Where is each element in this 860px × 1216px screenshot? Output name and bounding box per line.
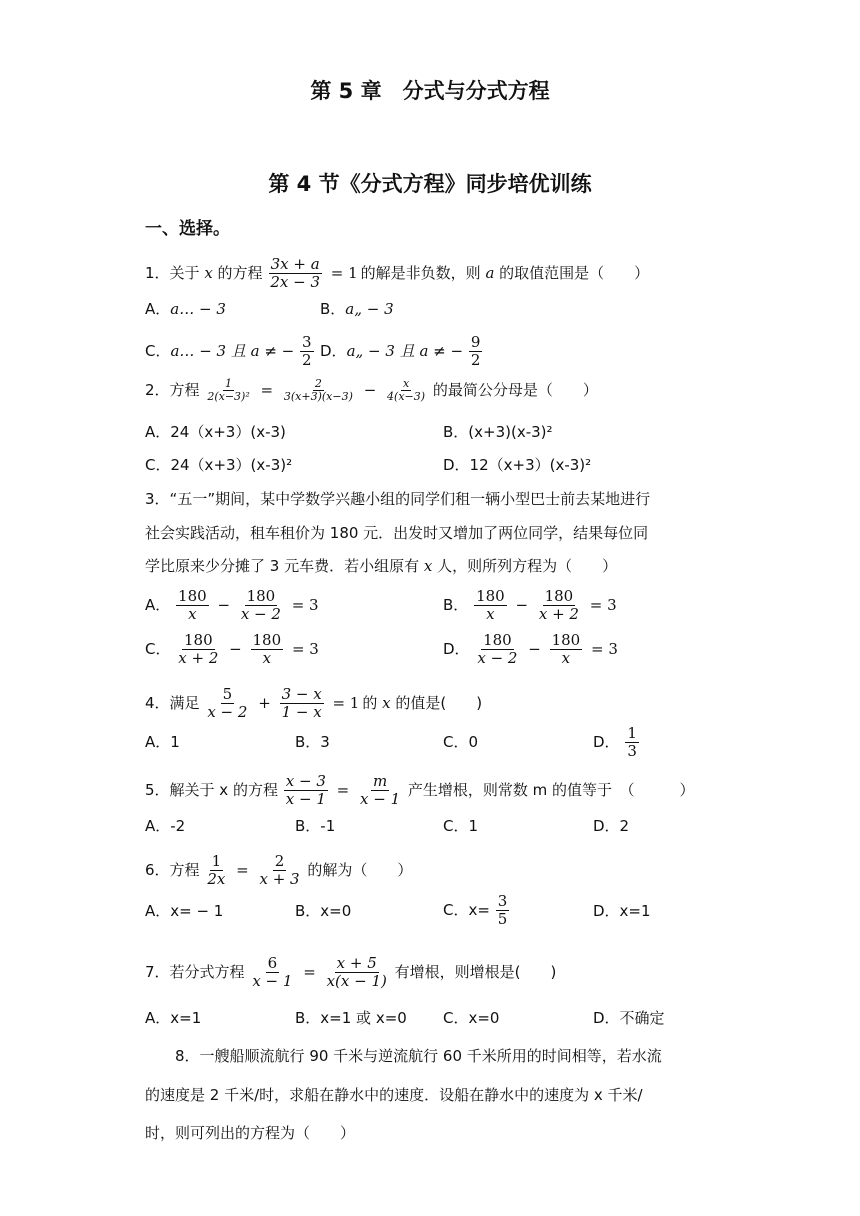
q4-option-b: B．3 — [295, 733, 330, 751]
q1-option-b: B．a„ − 3 — [320, 300, 394, 318]
q3-option-b: B． $\frac{180}{x}$ − $\frac{180}{x + 2}$ = 3 — [443, 587, 617, 623]
q5-option-b: B．-1 — [295, 817, 336, 835]
chapter-title: 第 5 章 分式与分式方程 — [310, 79, 550, 103]
question-8-line-2: 的速度是 2 千米/时，求船在静水中的速度．设船在静水中的速度为 x 千米/ — [145, 1086, 643, 1104]
q5-option-a: A．-2 — [145, 817, 186, 835]
q7-option-a: A．x=1 — [145, 1009, 202, 1027]
section-heading: 一、选择。 — [145, 219, 230, 239]
q2-option-a: A．24（x+3）(x-3) — [145, 423, 286, 441]
q2-option-c: C．24（x+3）(x-3)² — [145, 456, 293, 474]
question-8-line-3: 时，则可列出的方程为（ ） — [145, 1124, 356, 1142]
q3-option-d: D． $\frac{180}{x - 2}$ − $\frac{180}{x}$ = 3 — [443, 631, 618, 667]
q6-option-b: B．x=0 — [295, 902, 352, 920]
question-4: 4．满足 $\frac{5}{x - 2}$ + $\frac{3 - x}{1 - x}$ = 1 的 x 的值是( ) — [145, 685, 483, 721]
question-3-line-1: 3．“五一”期间，某中学数学兴趣小组的同学们租一辆小型巴士前去某地进行 — [145, 490, 651, 508]
q6-option-a: A．x= − 1 — [145, 902, 224, 920]
question-2: 2．方程 $\frac{1}{\text{2(x−3)²}}$ = $\frac{2}{3(x+3)(x-3)}$ − $\frac{x}{4(x-3)}$ 的最简公分母是（ ） — [145, 377, 598, 403]
question-7: 7．若分式方程 $\frac{6}{x - 1}$ = $\frac{x + 5}{x(x - 1)}$ 有增根，则增根是( ) — [145, 954, 557, 990]
q3-option-c: C． $\frac{180}{x + 2}$ − $\frac{180}{x}$ = 3 — [145, 631, 319, 667]
q5-option-c: C．1 — [443, 817, 479, 835]
question-3-line-2: 社会实践活动，租车租价为 180 元．出发时又增加了两位同学，结果每位同 — [145, 524, 649, 542]
question-1: 1．关于 x 的方程 $\frac{3x + a}{2x - 3}$ = 1 的解是非负数，则 a 的取值范围是（ ） — [145, 255, 650, 291]
question-3-line-3: 学比原来少分摊了 3 元车费．若小组原有 x 人，则所列方程为（ ） — [145, 557, 618, 575]
q3-option-a: A． $\frac{180}{x}$ − $\frac{180}{x - 2}$ = 3 — [145, 587, 319, 623]
question-6: 6．方程 $\frac{1}{2x}$ = $\frac{2}{x + 3}$ 的解为（ ） — [145, 852, 413, 888]
q2-option-d: D．12（x+3）(x-3)² — [443, 456, 592, 474]
q4-option-d: D． $\frac{1}{3}$ — [593, 724, 637, 760]
fraction: $\frac{3x + a}{2x - 3}$ — [270, 255, 320, 291]
q5-option-d: D．2 — [593, 817, 630, 835]
q1-option-d: D．a„ − 3 且 a ≠ − $\frac{9}{2}$ — [320, 333, 481, 369]
q6-option-d: D．x=1 — [593, 902, 651, 920]
question-5: 5．解关于 x 的方程 $\frac{x - 3}{x - 1}$ = $\frac{m}{x - 1}$ 产生增根，则常数 m 的值等于 （ ） — [145, 772, 695, 808]
q7-option-c: C．x=0 — [443, 1009, 500, 1027]
q7-option-d: D．不确定 — [593, 1009, 665, 1027]
question-8-line-1: 8．一艘船顺流航行 90 千米与逆流航行 60 千米所用的时间相等，若水流 — [145, 1047, 662, 1065]
section-subtitle: 第 4 节《分式方程》同步培优训练 — [268, 172, 592, 196]
q4-option-c: C．0 — [443, 733, 479, 751]
q1-option-a: A．a… − 3 — [145, 300, 226, 318]
q1-option-c: C．a… − 3 且 a ≠ − $\frac{3}{2}$ — [145, 333, 312, 369]
q7-option-b: B．x=1 或 x=0 — [295, 1009, 407, 1027]
q2-option-b: B．(x+3)(x-3)² — [443, 423, 553, 441]
q6-option-c: C．x= $\frac{3}{5}$ — [443, 892, 508, 928]
q4-option-a: A．1 — [145, 733, 180, 751]
